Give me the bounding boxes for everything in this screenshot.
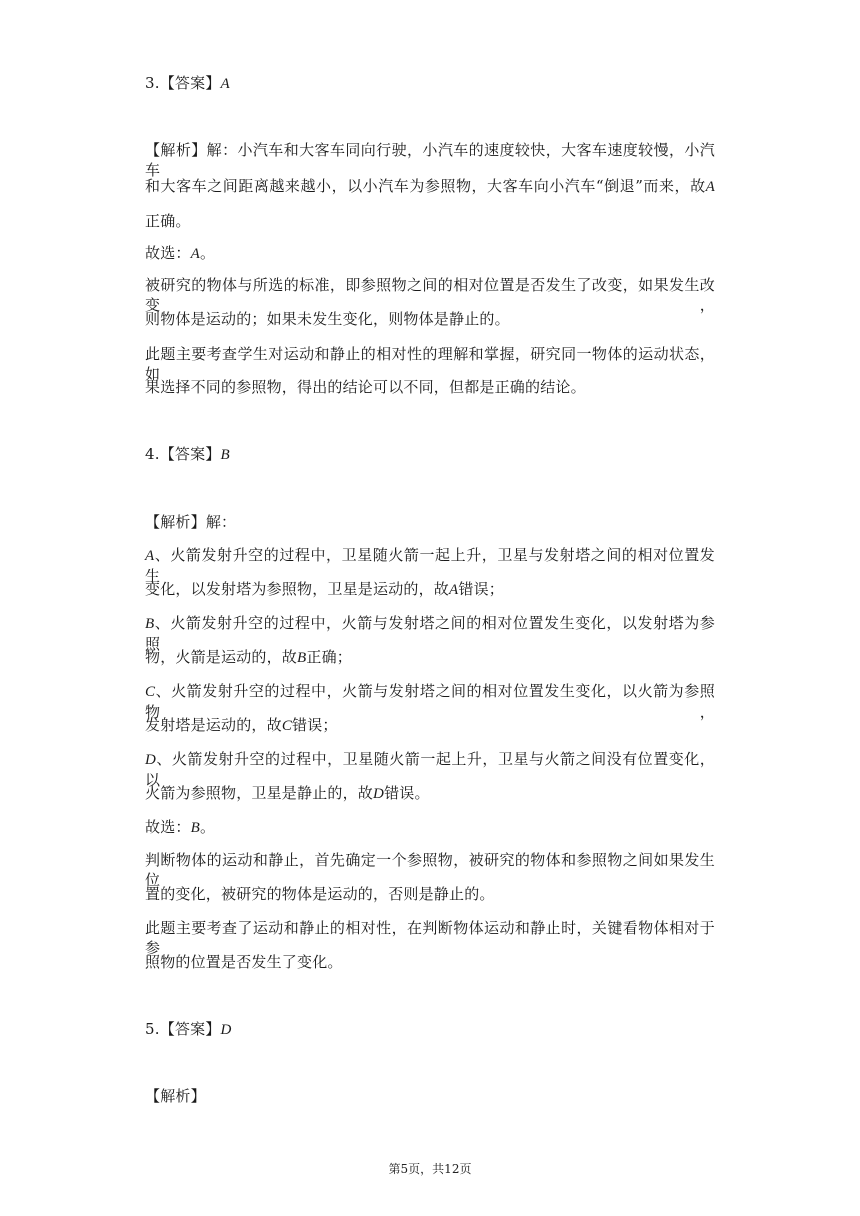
page-footer: 第5页，共12页: [388, 1162, 472, 1176]
analysis-text: 、火箭发射升空的过程中，卫星随火箭一起上升，卫星与火箭之间没有位置变化，以: [145, 750, 715, 789]
choose-line: [145, 243, 215, 264]
analysis-line: [145, 377, 586, 397]
answer-label: 【答案】: [159, 1020, 221, 1038]
analysis-text: 物，火箭是运动的，故: [145, 648, 298, 666]
analysis-label: 【解析】: [145, 513, 206, 531]
analysis-text: 发射塔是运动的，故: [145, 716, 282, 734]
answer-number: 3.: [145, 74, 160, 92]
choose-label: 故选：: [145, 244, 191, 262]
option-letter: B: [145, 616, 155, 632]
analysis-text: 、火箭发射升空的过程中，火箭与发射塔之间的相对位置发生变化，以火箭为参照物，: [145, 682, 715, 721]
analysis-text: 被研究的物体与所选的标准，即参照物之间的相对位置是否发生了改变，如果发生改变，: [145, 276, 715, 314]
option-letter: D: [145, 752, 157, 768]
analysis-text: 错误。: [384, 784, 430, 802]
option-line: [145, 783, 430, 804]
period: 。: [199, 244, 216, 262]
period: 。: [199, 818, 216, 836]
choose-label: 故选：: [145, 818, 191, 836]
analysis-text: 、火箭发射升空的过程中，卫星随火箭一起上升，卫星与发射塔之间的相对位置发生: [145, 546, 715, 585]
inline-letter: A: [449, 582, 459, 598]
answer-label: 【答案】: [159, 74, 221, 92]
analysis-line: [145, 309, 510, 329]
analysis-text: 果选择不同的参照物，得出的结论可以不同，但都是正确的结论。: [145, 378, 586, 396]
answer-letter: D: [220, 1022, 232, 1038]
analysis-text: 此题主要考查了运动和静止的相对性，在判断物体运动和静止时，关键看物体相对于参: [145, 919, 715, 957]
option-letter: C: [145, 684, 156, 700]
analysis-text: 判断物体的运动和静止，首先确定一个参照物，被研究的物体和参照物之间如果发生位: [145, 851, 715, 889]
inline-letter: C: [281, 718, 293, 734]
analysis-text: 变化，以发射塔为参照物，卫星是运动的，故: [145, 580, 450, 598]
analysis-line: [145, 884, 495, 904]
analysis-line: [145, 176, 715, 197]
answer-heading-4: [145, 444, 230, 465]
answer-heading-5: [145, 1019, 232, 1040]
analysis-text: 错误；: [458, 580, 504, 598]
answer-letter: B: [220, 447, 230, 463]
analysis-label: 【解析】: [145, 1087, 206, 1105]
analysis-text: 火箭为参照物，卫星是静止的，故: [145, 784, 374, 802]
option-line: [145, 715, 338, 736]
analysis-line: [145, 512, 236, 532]
analysis-line: [145, 140, 715, 180]
analysis-text: 则物体是运动的；如果未发生变化，则物体是静止的。: [145, 310, 510, 328]
answer-letter: A: [220, 76, 230, 92]
analysis-text: 正确；: [306, 648, 352, 666]
answer-number: 4.: [145, 445, 160, 463]
choose-line: [145, 817, 215, 838]
analysis-line: [145, 1086, 206, 1106]
answer-heading-3: [145, 73, 230, 94]
inline-letter: B: [297, 650, 307, 666]
analysis-text: 、火箭发射升空的过程中，火箭与发射塔之间的相对位置发生变化，以发射塔为参照: [145, 614, 715, 653]
analysis-text: 和大客车之间距离越来越小，以小汽车为参照物，大客车向小汽车“倒退”而来，故: [145, 177, 706, 195]
analysis-text: 解：: [205, 513, 237, 531]
choose-letter: A: [190, 246, 200, 262]
analysis-text: 置的变化，被研究的物体是运动的，否则是静止的。: [145, 885, 495, 903]
choose-letter: B: [190, 820, 200, 836]
analysis-label: 【解析】: [145, 141, 207, 159]
answer-number: 5.: [145, 1020, 160, 1038]
analysis-text: 此题主要考查学生对运动和静止的相对性的理解和掌握，研究同一物体的运动状态，如: [145, 345, 715, 383]
option-letter: A: [145, 548, 155, 564]
option-line: [145, 647, 352, 668]
analysis-line: [145, 211, 191, 231]
analysis-line: [145, 952, 343, 972]
answer-label: 【答案】: [159, 445, 221, 463]
analysis-text: 错误；: [292, 716, 338, 734]
option-line: [145, 579, 504, 600]
inline-letter: D: [373, 786, 385, 802]
analysis-text: 照物的位置是否发生了变化。: [145, 953, 343, 971]
analysis-text: 解：小汽车和大客车同向行驶，小汽车的速度较快，大客车速度较慢，小汽车: [145, 141, 715, 179]
inline-letter: A: [705, 179, 715, 195]
analysis-text: 正确。: [145, 212, 191, 230]
